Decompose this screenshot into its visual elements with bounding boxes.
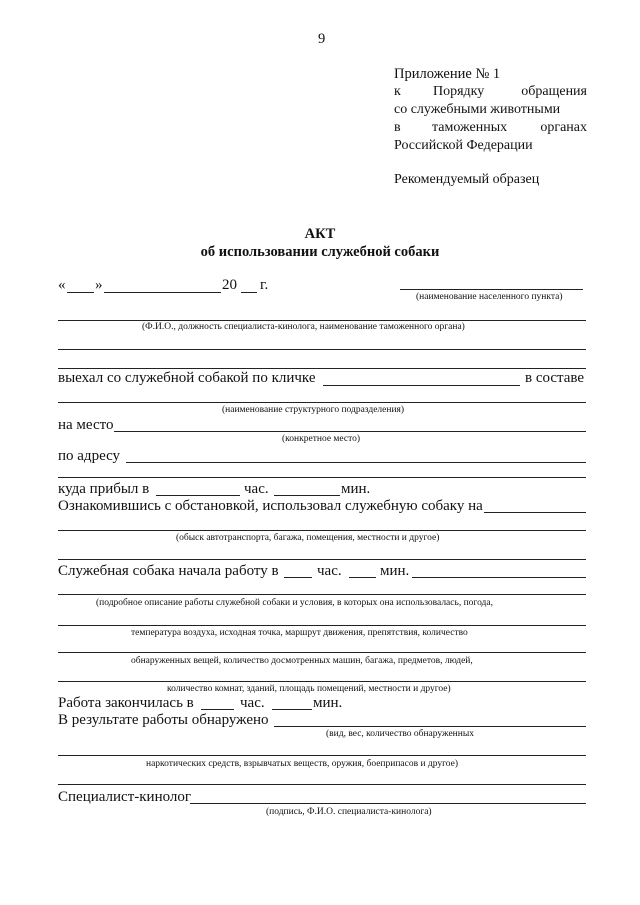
end-hours-field[interactable] xyxy=(201,709,234,710)
work-caption-1: (подробное описание работы служебной собаки и условия, в которых она использовалась, погода, xyxy=(96,598,493,608)
result-field-2[interactable] xyxy=(58,755,586,756)
work-caption-3: обнаруженных вещей, количество досмотренных машин, багажа, предметов, людей, xyxy=(131,656,473,666)
appendix-line-2 xyxy=(394,84,587,102)
start-hours-label: час. xyxy=(317,563,342,579)
department-caption: (наименование структурного подразделения) xyxy=(222,405,405,415)
to-place-label: на место xyxy=(58,417,114,433)
dog-name-field[interactable] xyxy=(323,385,520,386)
dog-started-label: Служебная собака начала работу в xyxy=(58,563,279,579)
act-title: АКТ xyxy=(304,226,336,242)
address-field[interactable] xyxy=(126,462,586,463)
appendix-word: обращения xyxy=(521,84,587,99)
usage-field-2[interactable] xyxy=(58,530,586,531)
page-number: 9 xyxy=(318,31,326,47)
date-year-suffix: г. xyxy=(260,277,269,293)
specialist-caption: (Ф.И.О., должность специалиста-кинолога, наименование таможенного органа) xyxy=(142,322,465,332)
address-field-2[interactable] xyxy=(58,477,586,478)
work-description-field-5[interactable] xyxy=(58,681,586,682)
start-minutes-field[interactable] xyxy=(349,577,376,578)
work-description-field[interactable] xyxy=(412,577,586,578)
start-minutes-label: мин. xyxy=(380,563,410,579)
date-open-quote: « xyxy=(58,277,66,293)
specialist-field[interactable] xyxy=(58,320,586,321)
signature-caption: (подпись, Ф.И.О. специалиста-кинолога) xyxy=(266,807,432,817)
familiarized-label: Ознакомившись с обстановкой, использовал служебную собаку на xyxy=(58,498,483,514)
date-year-prefix: 20 xyxy=(222,277,237,293)
appendix-line-3: со служебными животными xyxy=(394,102,561,117)
appendix-word: органах xyxy=(540,120,587,135)
specialist-field-2[interactable] xyxy=(58,349,586,350)
result-label: В результате работы обнаружено xyxy=(58,712,269,728)
work-description-field-3[interactable] xyxy=(58,625,586,626)
search-caption: (обыск автотранспорта, багажа, помещения, местности и другое) xyxy=(176,533,440,543)
department-field[interactable] xyxy=(58,402,586,403)
appendix-line-5: Российской Федерации xyxy=(394,138,533,153)
place-field[interactable] xyxy=(114,431,586,432)
result-field[interactable] xyxy=(274,726,586,727)
date-year-field[interactable] xyxy=(241,292,257,293)
result-field-3[interactable] xyxy=(58,784,586,785)
work-caption-4: количество комнат, зданий, площадь помещений, местности и другое) xyxy=(167,684,451,694)
work-description-field-2[interactable] xyxy=(58,594,586,595)
specialist-field-3[interactable] xyxy=(58,368,586,369)
work-caption-2: температура воздуха, исходная точка, маршрут движения, препятствия, количество xyxy=(131,628,468,638)
signature-field[interactable] xyxy=(190,803,586,804)
date-day-field[interactable] xyxy=(67,292,94,293)
act-subtitle: об использовании служебной собаки xyxy=(200,244,440,260)
usage-field[interactable] xyxy=(484,512,586,513)
arrived-hours-label: час. xyxy=(244,481,269,497)
date-month-field[interactable] xyxy=(104,292,221,293)
end-minutes-field[interactable] xyxy=(272,709,312,710)
start-hours-field[interactable] xyxy=(284,577,312,578)
end-hours-label: час. xyxy=(240,695,265,711)
specialist-signature-label: Специалист-кинолог xyxy=(58,789,192,805)
work-description-field-4[interactable] xyxy=(58,652,586,653)
appendix-line-4 xyxy=(394,120,587,138)
usage-field-3[interactable] xyxy=(58,559,586,560)
arrived-minutes-field[interactable] xyxy=(274,495,340,496)
arrived-label: куда прибыл в xyxy=(58,481,150,497)
appendix-word: к xyxy=(394,84,401,99)
in-squad-label: в составе xyxy=(525,370,585,386)
arrived-minutes-label: мин. xyxy=(341,481,371,497)
left-with-dog-label: выехал со служебной собакой по кличке xyxy=(58,370,316,386)
found-caption-2: наркотических средств, взрывчатых веществ, оружия, боеприпасов и другое) xyxy=(146,759,459,769)
date-close-quote: » xyxy=(95,277,103,293)
appendix-word: в xyxy=(394,120,401,135)
appendix-word: Порядку xyxy=(433,84,485,99)
arrived-hours-field[interactable] xyxy=(156,495,240,496)
recommended-sample: Рекомендуемый образец xyxy=(394,172,540,187)
settlement-caption: (наименование населенного пункта) xyxy=(416,292,563,302)
work-ended-label: Работа закончилась в xyxy=(58,695,194,711)
settlement-field[interactable] xyxy=(400,289,583,290)
address-label: по адресу xyxy=(58,448,121,464)
end-minutes-label: мин. xyxy=(313,695,343,711)
found-caption-1: (вид, вес, количество обнаруженных xyxy=(326,729,474,739)
appendix-word: таможенных xyxy=(432,120,508,135)
appendix-title: Приложение № 1 xyxy=(394,66,501,82)
place-caption: (конкретное место) xyxy=(282,434,361,444)
